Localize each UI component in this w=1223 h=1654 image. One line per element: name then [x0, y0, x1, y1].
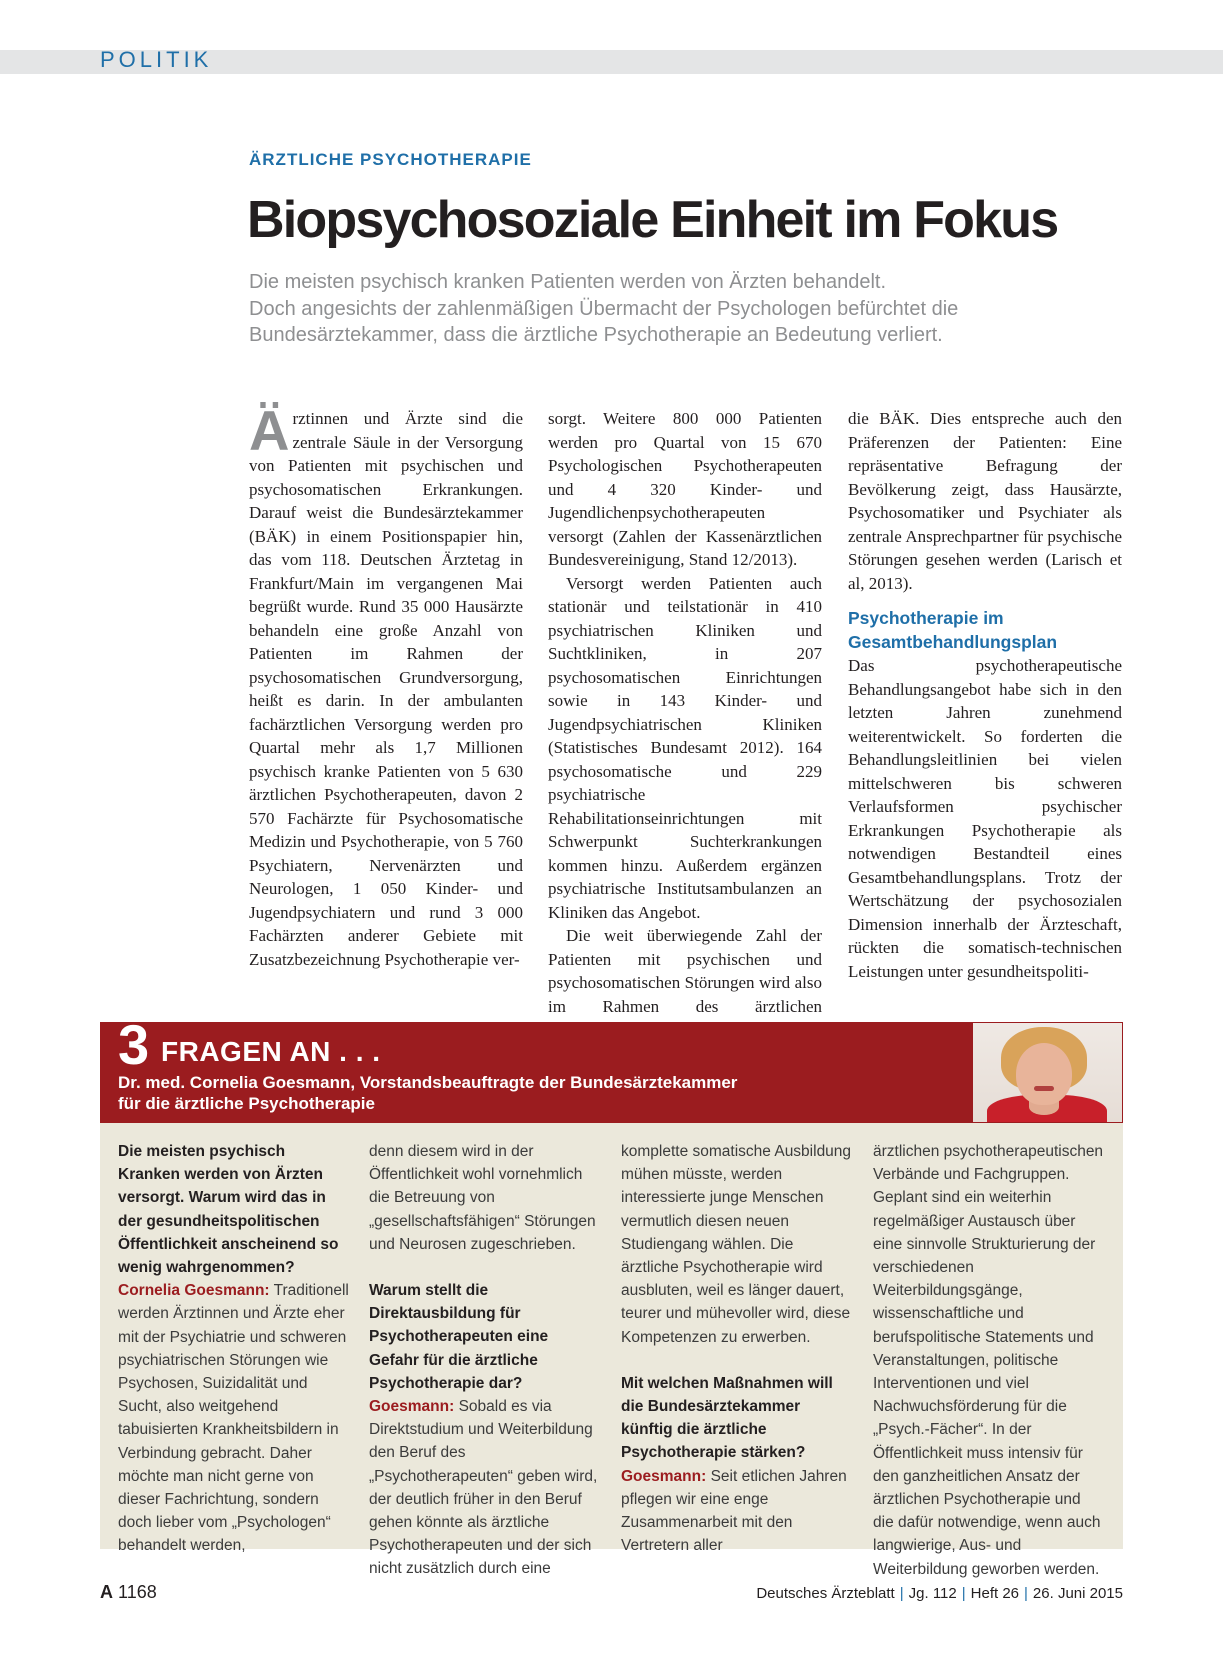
- interview-box-title: FRAGEN AN . . .: [161, 1036, 381, 1067]
- speaker-name: Cornelia Goesmann:: [118, 1282, 270, 1300]
- section-label: POLITIK: [100, 47, 213, 72]
- interview-column-2: [369, 1140, 601, 1581]
- column-text: rztinnen und Ärzte sind die zentrale Säule in der Versorgung von Patienten mit psychischen und psychosomatischen Erkrankungen. Darauf weist die Bundesärztekammer (BÄK) in einem Positionspapier hin, das vom 118. Deutschen Ärztetag in Frankfurt/Main im vergangenen Mai begrüßt wurde. Rund 35 000 Hausärzte behandeln eine große Anzahl von Patienten im Rahmen der psychosomatischen Grundversorgung, heißt es darin. In der ambulanten fachärztlichen Versorgung werden pro Quartal mehr als 1,7 Millionen psychisch kranke Patienten von 5 630 ärztlichen Psychotherapeuten, davon 2 570 Fachärzte für Psychosomatische Medizin und Psychotherapie, von 5 760 Psychiatern, Nervenärzten und Neurologen, 1 050 Kinder- und Jugendpsychiatern und rund 3 000 Fachärzten anderer Gebiete mit Zusatzbezeichnung Psychotherapie ver-: [249, 409, 523, 969]
- article-column-2: [548, 407, 822, 1042]
- speaker-name: Goesmann:: [621, 1467, 707, 1485]
- journal-date: 26. Juni 2015: [1032, 1585, 1123, 1602]
- lead-line: Doch angesichts der zahlenmäßigen Übermacht der Psychologen befürchtet die: [249, 297, 959, 320]
- answer-text: ärztlichen psychotherapeutischen Verbände und Fachgruppen. Geplant sind ein weiterhin regelmäßiger Austausch über eine sinnvolle Strukturierung der verschiedenen Weiterbildungsgänge, wissenschaftliche und berufspolitische Statements und Veranstaltungen, politische Interventionen und viel Nachwuchsförderung für die „Psych.-Fächer“. In der Öffentlichkeit muss intensiv für den ganzheitlichen Ansatz der ärztlichen Psychotherapie und die dafür notwendige, wenn auch langwierige, Aus- und Weiterbildung geworben werden.: [873, 1143, 1104, 1578]
- article-column-3: [848, 407, 1122, 983]
- interview-question: Mit welchen Maßnahmen will die Bundesärztekammer künftig die ärztliche Psychotherapie stärken?: [621, 1374, 833, 1462]
- interview-box-number: 3: [118, 1013, 150, 1076]
- paragraph: Versorgt werden Patienten auch stationär und teilstationär in 410 psychiatrischen Kliniken und Suchtkliniken, in 207 psychosomatischen Einrichtungen sowie in 143 Kinder- und Jugendpsychiatrischen Kliniken (Statistisches Bundesamt 2012). 164 psychosomatische und 229 psychiatrische Rehabilitationseinrichtungen mit Schwerpunkt Suchterkrankungen kommen hinzu. Außerdem ergänzen psychiatrische Institutsambulanzen an Kliniken das Angebot.: [548, 573, 822, 922]
- interview-column-4: [873, 1140, 1105, 1581]
- subtitle-line: Dr. med. Cornelia Goesmann, Vorstandsbeauftragte der Bundesärztekammer: [118, 1073, 738, 1092]
- paragraph: Die weit überwiegende Zahl der Patienten mit psychischen und psychosomatischen Störungen wird also im Rahmen des ärztlichen: [548, 926, 822, 1016]
- subtitle-line: für die ärztliche Psychotherapie: [118, 1094, 375, 1113]
- subheading: [848, 607, 1122, 654]
- answer-text: denn diesem wird in der Öffentlichkeit wohl vornehmlich die Betreuung von „gesellschaftsfähigen“ Störungen und Neurosen zugeschrieben.: [369, 1143, 596, 1253]
- article-lead: [249, 269, 1129, 349]
- answer-text: Traditionell werden Ärztinnen und Ärzte eher mit der Psychiatrie und schweren psychiatrischen Störungen wie Psychosen, Suizidalität und Sucht, also weitgehend tabuisierten Krankheitsbildern in Verbindung gebracht. Daher möchte man nicht gerne von dieser Fachrichtung, sondern doch lieber vom „Psychologen“ behandelt werden,: [118, 1282, 349, 1555]
- journal-footer: [756, 1585, 1123, 1602]
- lead-line: Bundesärztekammer, dass die ärztliche Psychotherapie an Bedeutung verliert.: [249, 324, 943, 346]
- paragraph: sorgt. Weitere 800 000 Patienten werden pro Quartal von 15 670 Psychologischen Psychotherapeuten und 4 320 Kinder- und Jugendlichenpsychotherapeuten versorgt (Zahlen der Kassenärztlichen Bundesvereinigung, Stand 12/2013).: [548, 409, 822, 569]
- interview-question: Warum stellt die Direktausbildung für Psychotherapeuten eine Gefahr für die ärztliche Psychotherapie dar?: [369, 1282, 549, 1392]
- page-prefix: A: [100, 1582, 113, 1602]
- lead-line: Die meisten psychisch kranken Patienten werden von Ärzten behandelt.: [249, 271, 887, 293]
- paragraph: Das psychotherapeutische Behandlungsangebot habe sich in den letzten Jahren zunehmend weiterentwickelt. So forderten die Behandlungsleitlinien bei vielen mittelschweren bis schweren Verlaufsformen psychischer Erkrankungen Psychotherapie als notwendigen Bestandteil eines Gesamtbehandlungsplans. Trotz der Wertschätzung der psychosozialen Dimension innerhalb der Ärzteschaft, rückten die somatisch-technischen Leistungen unter gesundheitspoliti-: [848, 656, 1122, 981]
- interview-answer: [118, 1279, 350, 1557]
- article-column-1: [249, 399, 523, 971]
- footer-separator: |: [961, 1585, 966, 1602]
- journal-volume: Jg. 112: [908, 1585, 957, 1602]
- interview-column-3: [621, 1140, 853, 1557]
- page-number-value: 1168: [118, 1582, 157, 1602]
- footer-separator: |: [899, 1585, 904, 1602]
- interview-column-1: [118, 1140, 350, 1558]
- interview-answer: [369, 1395, 601, 1581]
- subheading-line: Psychotherapie im: [848, 608, 1004, 628]
- portrait-face: [1016, 1043, 1072, 1105]
- portrait-photo: [972, 1022, 1123, 1123]
- answer-text: Seit etlichen Jahren pflegen wir eine enge Zusammenarbeit mit den Vertretern aller: [621, 1467, 847, 1555]
- journal-issue: Heft 26: [970, 1585, 1020, 1602]
- drop-cap: Ä: [249, 399, 290, 462]
- journal-name: Deutsches Ärzteblatt: [756, 1585, 895, 1602]
- interview-answer: [621, 1465, 853, 1558]
- answer-text: komplette somatische Ausbildung mühen müsste, werden interessierte junge Menschen vermutlich diesen neuen Studiengang wählen. Die ärztliche Psychotherapie wird ausbluten, weil es länger dauert, teurer und mühevoller wird, diese Kompetenzen zu erwerben.: [621, 1143, 852, 1346]
- page-number: [100, 1582, 157, 1603]
- paragraph: die BÄK. Dies entspreche auch den Präferenzen der Patienten: Eine repräsentative Befragung der Bevölkerung zeigt, dass Hausärzte, Psychosomatiker und Psychiater als zentrale Ansprechpartner für psychische Störungen gesehen werden (Larisch et al, 2013).: [848, 409, 1122, 593]
- answer-text: Sobald es via Direktstudium und Weiterbildung den Beruf des „Psychotherapeuten“ geben wird, der deutlich früher in den Beruf gehen könnte als ärztliche Psychotherapeuten und der sich nicht zusätzlich durch eine: [369, 1398, 598, 1578]
- portrait-mouth: [1034, 1086, 1054, 1091]
- subheading-line: Gesamtbehandlungsplan: [848, 631, 1058, 652]
- article-kicker: ÄRZTLICHE PSYCHOTHERAPIE: [249, 150, 532, 169]
- article-headline: Biopsychosoziale Einheit im Fokus: [247, 191, 1058, 249]
- interview-box-subtitle: [118, 1072, 737, 1114]
- footer-separator: |: [1024, 1585, 1028, 1602]
- interview-question: Die meisten psychisch Kranken werden von Ärzten versorgt. Warum wird das in der gesundheitspolitischen Öffentlichkeit anscheinend so wenig wahrgenommen?: [118, 1143, 339, 1277]
- speaker-name: Goesmann:: [369, 1398, 455, 1416]
